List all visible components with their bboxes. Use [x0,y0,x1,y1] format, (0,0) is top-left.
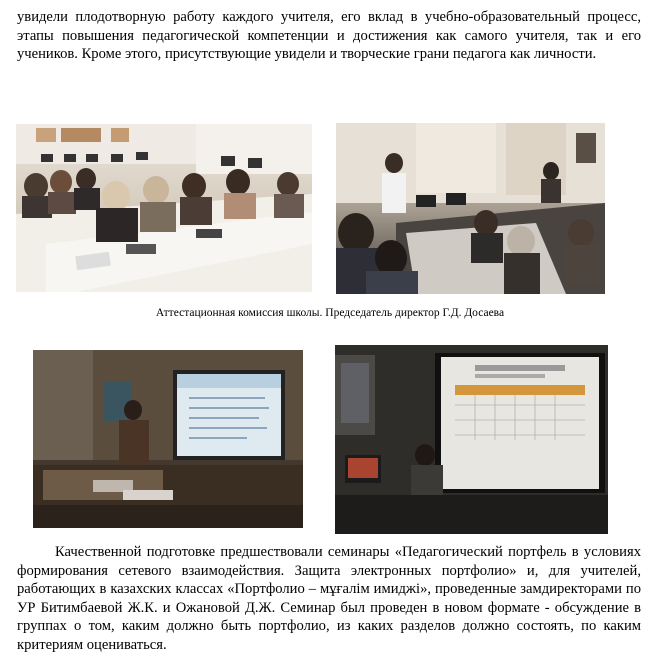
photo-presenter-slide [33,350,303,528]
photo-projected-table [335,345,608,534]
intro-paragraph: увидели плодотворную работу каждого учителя, его вклад в учебно-образовательный процесс, этапы повышения педагогической компетенции и достижения как самого учителя, так и его учеников. Кроме этого, присутствующие увидели и творческие грани педагога как личности. [17,9,641,62]
photo-caption: Аттестационная комиссия школы. Председатель директор Г.Д. Досаева [155,307,505,319]
photo-meeting-speaker [336,123,605,294]
photo-commission-classroom [16,124,312,292]
seminar-paragraph: Качественной подготовке предшествовали семинары «Педагогический портфель в условиях формирования сетевого взаимодействия. Защита электронных портфолио» и, для учителей, работающих в казахских классах «Портфолио – мұғалім имиджі», проведенные замдиректорами по УР Битимбаевой Ж.К. и Ожановой Д.Ж. Семинар был проведен в новом формате - обсуждение в группах о том, каким должно быть портфолио, из каких разделов должно состоять, по каким критериям оцениваться. [17,544,641,653]
